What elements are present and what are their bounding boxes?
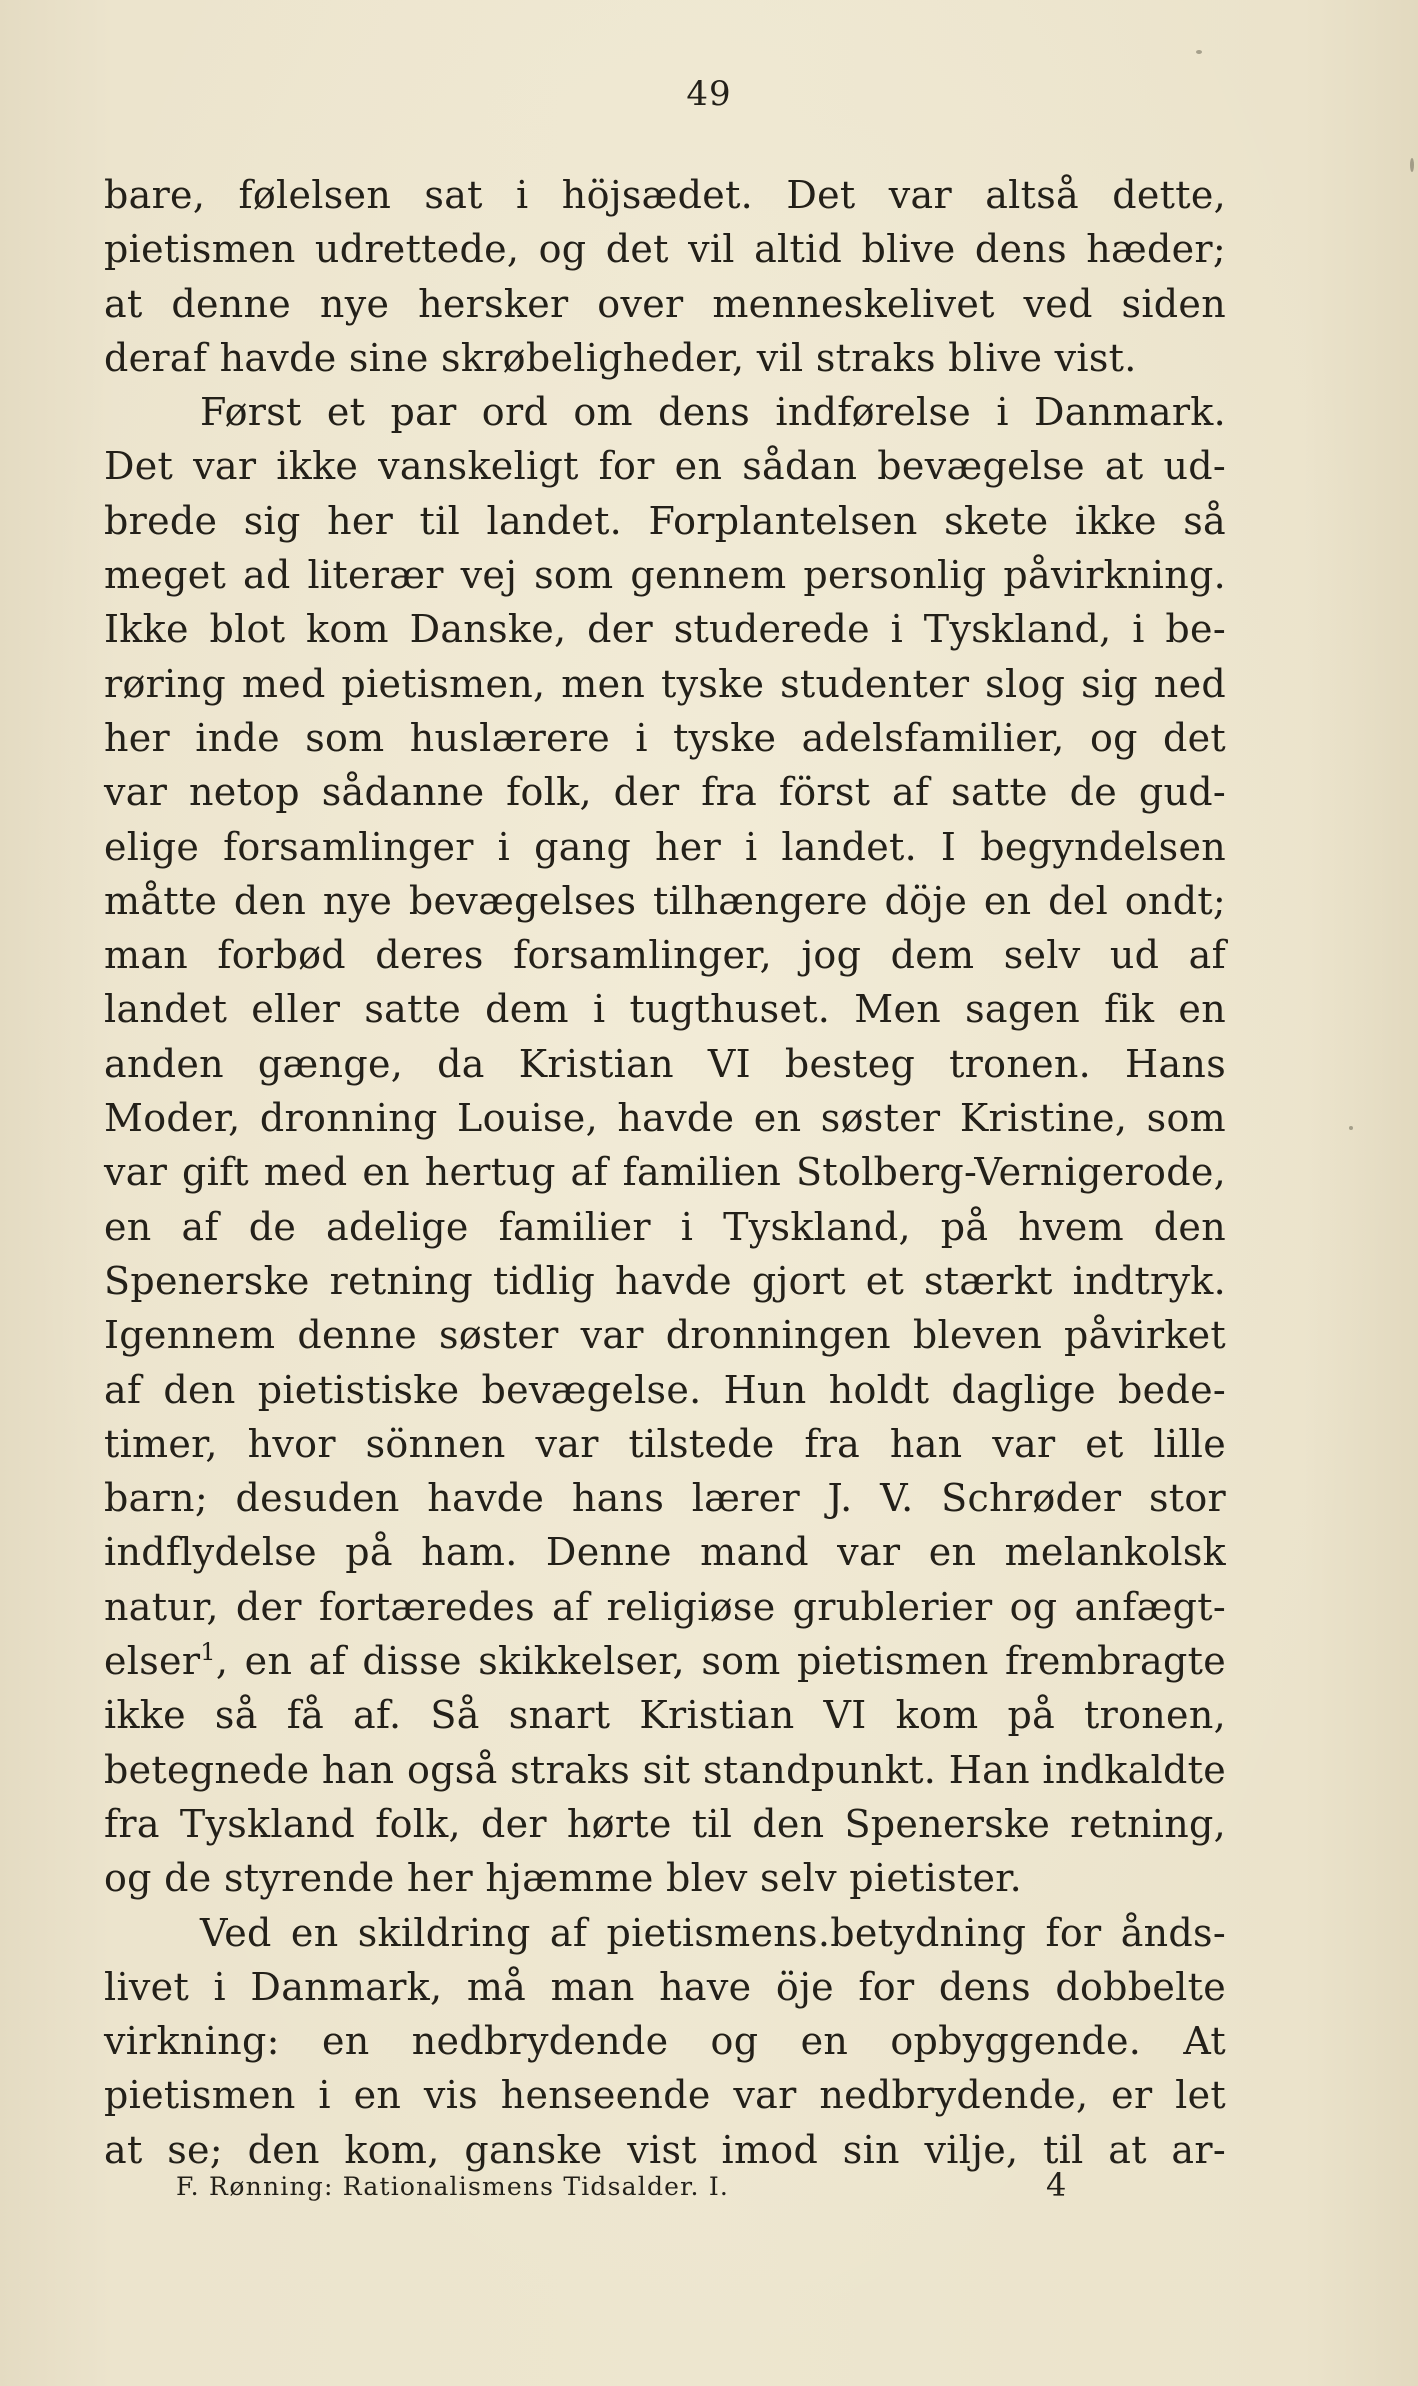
text-line: en af de adelige familier i Tyskland, på hvem den	[104, 1204, 1226, 1249]
text-line: timer, hvor sönnen var tilstede fra han var et lille	[104, 1421, 1226, 1466]
text-line: virkning: en nedbrydende og en opbyggende. At	[104, 2019, 1226, 2064]
text-line: elige forsamlinger i gang her i landet. I begyndelsen	[104, 824, 1226, 869]
page-number: 49	[686, 74, 732, 114]
footer-citation: F. Rønning: Rationalismens Tidsalder. I.	[176, 2172, 730, 2201]
paper-speck	[1349, 1126, 1353, 1130]
text-line: Det var ikke vanskeligt for en sådan bevægelse at ud-	[104, 444, 1226, 489]
text-line: deraf havde sine skrøbeligheder, vil straks blive vist.	[104, 335, 1137, 380]
text-line: var netop sådanne folk, der fra först af satte de gud-	[104, 770, 1226, 815]
paper-speck	[1196, 50, 1202, 54]
text-line: Ved en skildring af pietismens.betydning for ånds-	[200, 1910, 1226, 1955]
text-line: betegnede han også straks sit standpunkt. Han indkaldte	[104, 1747, 1226, 1792]
text-segment: elser	[104, 1639, 201, 1684]
text-line	[104, 1634, 1226, 1688]
text-line: at denne nye hersker over menneskelivet ved siden	[104, 281, 1226, 326]
text-line: her inde som huslærere i tyske adelsfamilier, og det	[104, 715, 1226, 760]
text-line: Først et par ord om dens indførelse i Danmark.	[200, 390, 1226, 435]
text-line: pietismen i en vis henseende var nedbrydende, er let	[104, 2073, 1226, 2118]
text-line: Spenerske retning tidlig havde gjort et stærkt indtryk.	[104, 1258, 1226, 1303]
footnote-marker: 1	[200, 1638, 216, 1667]
text-line: røring med pietismen, men tyske studenter slog sig ned	[104, 661, 1226, 706]
text-line: af den pietistiske bevægelse. Hun holdt daglige bede-	[104, 1367, 1226, 1412]
text-line: indflydelse på ham. Denne mand var en melankolsk	[104, 1530, 1226, 1575]
text-line: barn; desuden havde hans lærer J. V. Schrøder stor	[104, 1476, 1226, 1521]
paper-speck	[1410, 158, 1414, 172]
text-line: og de styrende her hjæmme blev selv pietister.	[104, 1856, 1022, 1901]
signature-mark: 4	[1046, 2166, 1067, 2204]
body-text	[104, 168, 1226, 2177]
text-line: ikke så få af. Så snart Kristian VI kom på tronen,	[104, 1693, 1226, 1738]
text-line: meget ad literær vej som gennem personlig påvirkning.	[104, 553, 1226, 598]
text-line: natur, der fortæredes af religiøse grublerier og anfægt-	[104, 1584, 1226, 1629]
text-line: man forbød deres forsamlinger, jog dem selv ud af	[104, 933, 1226, 978]
text-line: livet i Danmark, må man have öje for dens dobbelte	[104, 1964, 1226, 2009]
text-segment: , en af disse skikkelser, som pietismen frembragte	[215, 1639, 1226, 1684]
text-line: måtte den nye bevægelses tilhængere döje en del ondt;	[104, 878, 1226, 923]
text-line: fra Tyskland folk, der hørte til den Spenerske retning,	[104, 1801, 1226, 1846]
text-line: anden gænge, da Kristian VI besteg tronen. Hans	[104, 1041, 1226, 1086]
text-line: at se; den kom, ganske vist imod sin vilje, til at ar-	[104, 2127, 1226, 2172]
text-line: landet eller satte dem i tugthuset. Men sagen fik en	[104, 987, 1226, 1032]
text-line: Ikke blot kom Danske, der studerede i Tyskland, i be-	[104, 607, 1226, 652]
text-line: pietismen udrettede, og det vil altid blive dens hæder;	[104, 227, 1226, 272]
text-line: var gift med en hertug af familien Stolberg-Vernigerode,	[104, 1150, 1226, 1195]
text-line: Moder, dronning Louise, havde en søster Kristine, som	[104, 1096, 1226, 1141]
text-line: bare, følelsen sat i höjsædet. Det var altså dette,	[104, 173, 1226, 217]
text-line: brede sig her til landet. Forplantelsen skete ikke så	[104, 498, 1226, 543]
text-line: Igennem denne søster var dronningen bleven påvirket	[104, 1313, 1226, 1358]
